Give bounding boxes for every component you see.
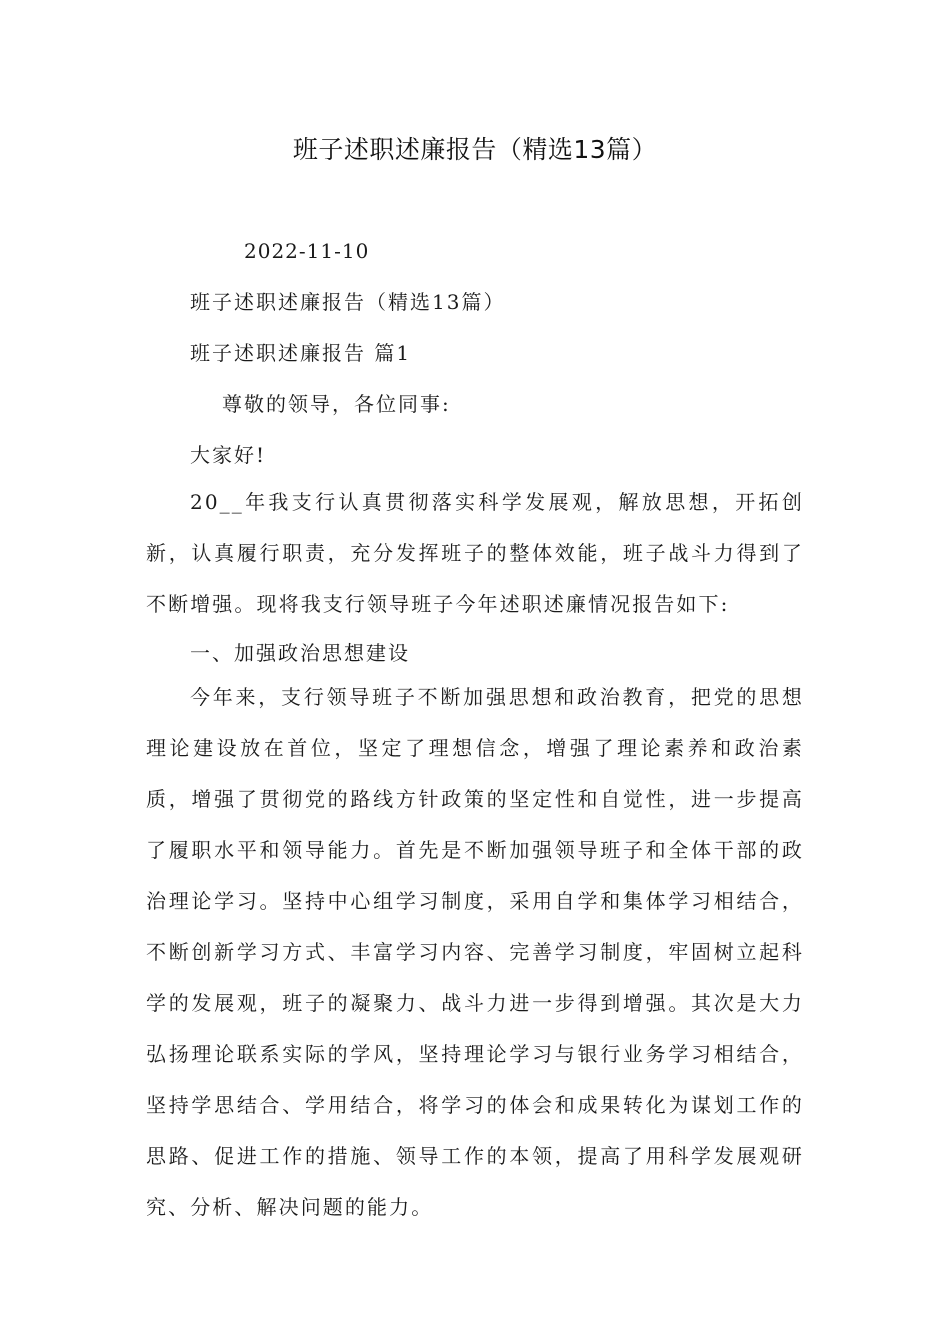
salutation: 尊敬的领导，各位同事: (222, 392, 451, 416)
document-title: 班子述职述廉报告（精选13篇） (292, 135, 658, 164)
greeting: 大家好! (190, 443, 267, 467)
article-heading: 班子述职述廉报告 篇1 (190, 341, 412, 365)
intro-paragraph: 20__年我支行认真贯彻落实科学发展观，解放思想，开拓创新，认真履行职责，充分发挥班子的整体效能，班子战斗力得到了不断增强。现将我支行领导班子今年述职述廉情况报告如下: (146, 490, 804, 616)
document-date: 2022-11-10 (244, 239, 370, 263)
body-paragraph: 今年来，支行领导班子不断加强思想和政治教育，把党的思想理论建设放在首位，坚定了理想信念，增强了理论素养和政治素质，增强了贯彻党的路线方针政策的坚定性和自觉性，进一步提高了履职水平和领导能力。首先是不断加强领导班子和全体干部的政治理论学习。坚持中心组学习制度，采用自学和集体学习相结合，不断创新学习方式、丰富学习内容、完善学习制度，牢固树立起科学的发展观，班子的凝聚力、战斗力进一步得到增强。其次是大力弘扬理论联系实际的学风，坚持理论学习与银行业务学习相结合，坚持学思结合、学用结合，将学习的体会和成果转化为谋划工作的思路、促进工作的措施、领导工作的本领，提高了用科学发展观研究、分析、解决问题的能力。 (146, 685, 804, 1219)
document-subtitle: 班子述职述廉报告（精选13篇） (190, 290, 506, 314)
section-heading: 一、加强政治思想建设 (190, 641, 410, 665)
